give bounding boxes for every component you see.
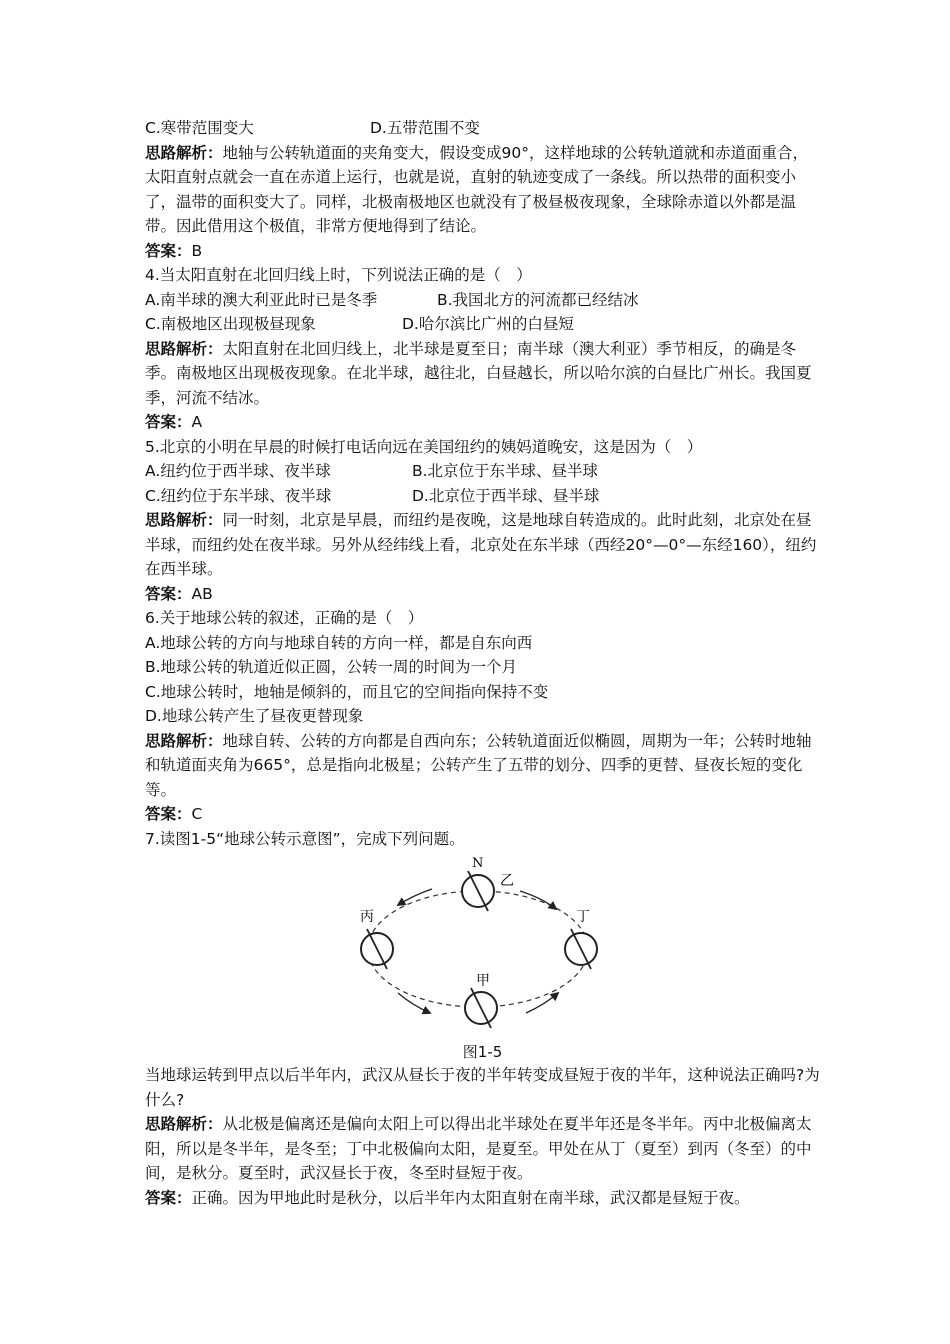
orbit-arrow-icon — [398, 889, 432, 905]
q5-answer-text: AB — [191, 584, 213, 603]
q6-analysis-text: 地球自转、公转的方向都是自西向东；公转轨道面近似椭圆，周期为一年；公转时地轴和轨道面夹角为665°，总是指向北极星；公转产生了五带的划分、四季的更替、昼夜长短的变化等。 — [145, 731, 812, 799]
earth-yi-icon — [462, 871, 494, 911]
q6-stem: 6.关于地球公转的叙述，正确的是（ ） — [145, 609, 424, 627]
earth-bing-icon — [361, 929, 393, 969]
label-bing: 丙 — [360, 909, 374, 925]
q4-analysis-text: 太阳直射在北回归线上，北半球是夏至日；南半球（澳大利亚）季节相反，的确是冬季。南极地区出现极夜现象。在北半球，越往北，白昼越长，所以哈尔滨的白昼比广州长。我国夏季，河流不结冰。 — [145, 339, 812, 407]
q3-analysis-text: 地轴与公转轨道面的夹角变大，假设变成90°，这样地球的公转轨道就和赤道面重合，太阳直射点就会一直在赤道上运行，也就是说，直射的轨迹变成了一条线。所以热带的面积变小了，温带的面积变大了。同样，北极南极地区也就没有了极昼极夜现象，全球除赤道以外都是温带。因此借用这个极值，非常方便地得到了结论。 — [145, 143, 808, 235]
q6-answer-text: C — [191, 805, 203, 823]
q7-analysis — [145, 1112, 820, 1186]
q6-option-d: D.地球公转产生了昼夜更替现象 — [145, 707, 364, 725]
q5-stem: 5.北京的小明在早晨的时候打电话向远在美国纽约的姨妈道晚安，这是因为（ ） — [145, 437, 703, 456]
q4-analysis — [145, 337, 820, 411]
q7-question: 当地球运转到甲点以后半年内，武汉从昼长于夜的半年转变成昼短于夜的半年，这种说法正确吗?为什么? — [145, 1066, 820, 1109]
q3-answer — [145, 239, 820, 264]
document-page — [145, 116, 820, 1210]
orbit-arrow-icon — [526, 993, 558, 1013]
q3-answer-text: B — [191, 241, 203, 260]
q4-option-b: B.我国北方的河流都已经结冰 — [437, 290, 639, 309]
q7-answer-text: 正确。因为甲地此时是秋分，以后半年内太阳直射在南半球，武汉都是昼短于夜。 — [191, 1188, 750, 1207]
q4-stem: 4.当太阳直射在北回归线上时，下列说法正确的是（ ） — [145, 266, 532, 284]
q4-option-a: A.南半球的澳大利亚此时已是冬季 — [145, 290, 378, 309]
q5-answer-label: 答案： — [145, 584, 192, 603]
q6-option-a: A.地球公转的方向与地球自转的方向一样，都是自东向西 — [145, 633, 533, 652]
q7-answer-label: 答案： — [145, 1188, 192, 1207]
q5-option-d: D.北京位于西半球、昼半球 — [412, 486, 600, 505]
q3-option-c: C.寒带范围变大 — [145, 119, 254, 137]
orbit-arrow-icon — [520, 891, 556, 909]
q7-analysis-text: 从北极是偏离还是偏向太阳上可以得出北半球处在夏半年还是冬半年。丙中北极偏离太阳，所以是冬半年，是冬至；丁中北极偏向太阳，是夏至。甲处在从丁（夏至）到丙（冬至）的中间，是秋分。夏至时，武汉昼长于夜，冬至时昼短于夜。 — [145, 1115, 812, 1182]
q6-analysis-label: 思路解析： — [145, 731, 223, 750]
q5-options-ab — [145, 459, 820, 484]
q4-answer — [145, 410, 820, 435]
q7-analysis-label: 思路解析： — [145, 1115, 223, 1133]
orbit-figure — [145, 853, 820, 1041]
earth-ding-icon — [565, 929, 597, 969]
earth-jia-icon — [465, 988, 497, 1028]
q5-option-c: C.纽约位于东半球、夜半球 — [145, 486, 332, 505]
q5-answer — [145, 582, 820, 607]
q6-option-c: C.地球公转时，地轴是倾斜的，而且它的空间指向保持不变 — [145, 682, 549, 701]
figure-caption: 图1-5 — [462, 1043, 503, 1061]
q5-options-cd — [145, 484, 820, 509]
q6-answer — [145, 802, 820, 827]
q6-analysis — [145, 729, 820, 803]
q4-analysis-label: 思路解析： — [145, 339, 223, 358]
label-yi: 乙 — [500, 873, 514, 889]
q7-stem: 7.读图1-5“地球公转示意图”，完成下列问题。 — [145, 829, 465, 848]
q3-option-d: D.五带范围不变 — [370, 119, 480, 137]
q4-answer-text: A — [191, 413, 203, 431]
q3-options-cd — [145, 116, 820, 141]
q4-option-d: D.哈尔滨比广州的白昼短 — [402, 315, 574, 333]
q4-option-c: C.南极地区出现极昼现象 — [145, 315, 316, 333]
q5-analysis-text: 同一时刻，北京是早晨，而纽约是夜晚，这是地球自转造成的。此时此刻，北京处在昼半球，而纽约处在夜半球。另外从经纬线上看，北京处在东半球（西经20°—0°—东经160），纽约在西半球。 — [145, 511, 817, 578]
q6-answer-label: 答案： — [145, 805, 192, 823]
q4-options-cd — [145, 312, 820, 337]
label-jia: 甲 — [476, 973, 490, 989]
q7-answer — [145, 1186, 820, 1211]
q6-option-b: B.地球公转的轨道近似正圆，公转一周的时间为一个月 — [145, 658, 518, 676]
q5-option-b: B.北京位于东半球、昼半球 — [412, 462, 599, 480]
q3-answer-label: 答案： — [145, 241, 192, 260]
q5-analysis — [145, 508, 820, 582]
q3-analysis — [145, 141, 820, 239]
q5-analysis-label: 思路解析： — [145, 511, 223, 529]
label-ding: 丁 — [576, 909, 590, 925]
orbit-diagram — [350, 853, 610, 1041]
q3-analysis-label: 思路解析： — [145, 143, 223, 162]
q4-options-ab — [145, 288, 820, 313]
q5-option-a: A.纽约位于西半球、夜半球 — [145, 462, 331, 480]
north-label: N — [472, 856, 484, 871]
q4-answer-label: 答案： — [145, 413, 192, 431]
